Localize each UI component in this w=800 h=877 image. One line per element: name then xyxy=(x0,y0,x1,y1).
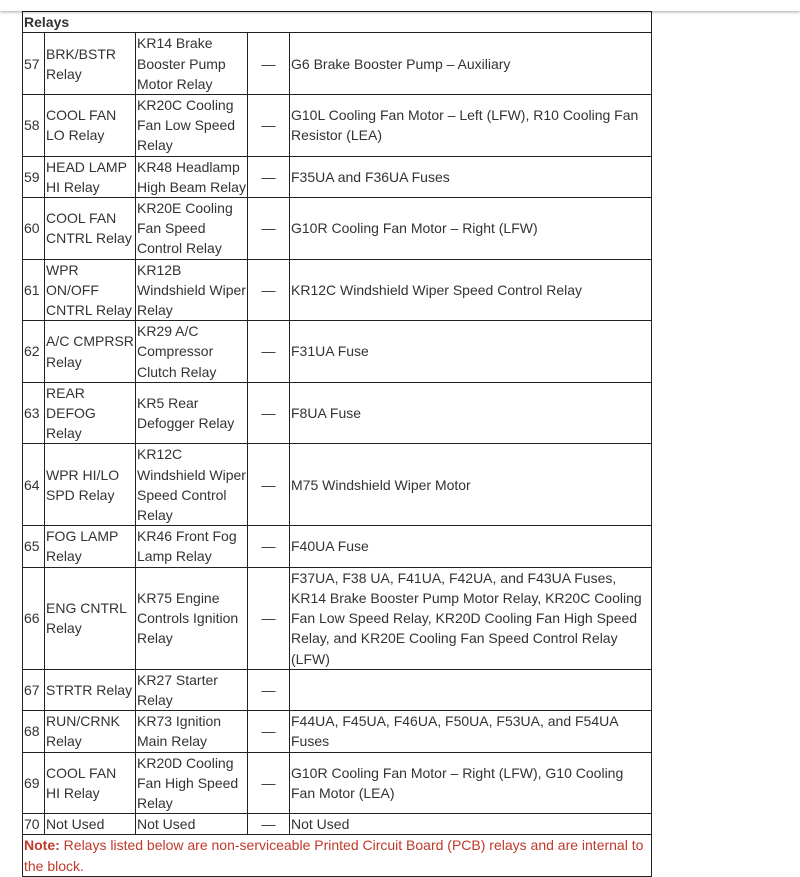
note-label: Note: xyxy=(24,837,60,854)
circuit-protected: M75 Windshield Wiper Motor xyxy=(290,444,652,526)
rating: — xyxy=(248,444,290,526)
note-row xyxy=(23,835,652,876)
fuse-label: RUN/CRNK Relay xyxy=(45,711,136,752)
circuit-protected: KR12C Windshield Wiper Speed Control Relay xyxy=(290,259,652,321)
row-number: 68 xyxy=(23,711,45,752)
fuse-label: STRTR Relay xyxy=(45,669,136,710)
table-row xyxy=(23,198,652,260)
rating: — xyxy=(248,156,290,197)
rating: — xyxy=(248,711,290,752)
table-row xyxy=(23,752,652,814)
note-text: Relays listed below are non-serviceable Printed Circuit Board (PCB) relays and are internal to the block. xyxy=(24,837,644,874)
table-row xyxy=(23,156,652,197)
circuit-protected xyxy=(290,669,652,710)
rating: — xyxy=(248,752,290,814)
fuse-label: A/C CMPRSR Relay xyxy=(45,321,136,383)
row-number: 58 xyxy=(23,95,45,157)
circuit-protected: Not Used xyxy=(290,814,652,835)
section-title: Relays xyxy=(23,12,652,33)
rating: — xyxy=(248,33,290,95)
relay-name: KR14 Brake Booster Pump Motor Relay xyxy=(136,33,248,95)
fuse-label: WPR ON/OFF CNTRL Relay xyxy=(45,259,136,321)
circuit-protected: G6 Brake Booster Pump – Auxiliary xyxy=(290,33,652,95)
rating: — xyxy=(248,198,290,260)
relay-name: KR12C Windshield Wiper Speed Control Relay xyxy=(136,444,248,526)
table-row xyxy=(23,321,652,383)
fuse-label: Not Used xyxy=(45,814,136,835)
relay-name: KR20C Cooling Fan Low Speed Relay xyxy=(136,95,248,157)
row-number: 59 xyxy=(23,156,45,197)
relay-name: KR46 Front Fog Lamp Relay xyxy=(136,526,248,567)
row-number: 65 xyxy=(23,526,45,567)
fuse-label: COOL FAN CNTRL Relay xyxy=(45,198,136,260)
table-row xyxy=(23,259,652,321)
relay-name: KR12B Windshield Wiper Relay xyxy=(136,259,248,321)
circuit-protected: F35UA and F36UA Fuses xyxy=(290,156,652,197)
relay-name: KR73 Ignition Main Relay xyxy=(136,711,248,752)
relay-name: KR5 Rear Defogger Relay xyxy=(136,382,248,444)
browser-top-bar xyxy=(0,0,800,11)
row-number: 69 xyxy=(23,752,45,814)
fuse-label: BRK/BSTR Relay xyxy=(45,33,136,95)
rating: — xyxy=(248,259,290,321)
row-number: 70 xyxy=(23,814,45,835)
relay-table xyxy=(22,0,652,877)
table-row xyxy=(23,526,652,567)
table-row xyxy=(23,33,652,95)
table-row xyxy=(23,444,652,526)
rating: — xyxy=(248,567,290,669)
circuit-protected: G10R Cooling Fan Motor – Right (LFW), G10 Cooling Fan Motor (LEA) xyxy=(290,752,652,814)
relay-name: KR27 Starter Relay xyxy=(136,669,248,710)
fuse-label: COOL FAN LO Relay xyxy=(45,95,136,157)
circuit-protected: F31UA Fuse xyxy=(290,321,652,383)
table-row xyxy=(23,669,652,710)
rating: — xyxy=(248,669,290,710)
relay-name: KR20D Cooling Fan High Speed Relay xyxy=(136,752,248,814)
circuit-protected: F37UA, F38 UA, F41UA, F42UA, and F43UA Fuses, KR14 Brake Booster Pump Motor Relay, KR20C Cooling Fan Low Speed Relay, KR20D Cooling Fan High Speed Relay, and KR20E Cooling Fan Speed Control Relay (LFW) xyxy=(290,567,652,669)
fuse-label: REAR DEFOG Relay xyxy=(45,382,136,444)
rating: — xyxy=(248,95,290,157)
fuse-label: WPR HI/LO SPD Relay xyxy=(45,444,136,526)
row-number: 63 xyxy=(23,382,45,444)
table-row xyxy=(23,95,652,157)
rating: — xyxy=(248,382,290,444)
circuit-protected: F40UA Fuse xyxy=(290,526,652,567)
row-number: 62 xyxy=(23,321,45,383)
section-header-row xyxy=(23,12,652,33)
relay-name: KR29 A/C Compressor Clutch Relay xyxy=(136,321,248,383)
table-row xyxy=(23,382,652,444)
circuit-protected: G10L Cooling Fan Motor – Left (LFW), R10 Cooling Fan Resistor (LEA) xyxy=(290,95,652,157)
relay-name: KR75 Engine Controls Ignition Relay xyxy=(136,567,248,669)
fuse-label: FOG LAMP Relay xyxy=(45,526,136,567)
row-number: 61 xyxy=(23,259,45,321)
fuse-label: COOL FAN HI Relay xyxy=(45,752,136,814)
rating: — xyxy=(248,526,290,567)
fuse-label: HEAD LAMP HI Relay xyxy=(45,156,136,197)
row-number: 60 xyxy=(23,198,45,260)
row-number: 57 xyxy=(23,33,45,95)
circuit-protected: F8UA Fuse xyxy=(290,382,652,444)
circuit-protected: G10R Cooling Fan Motor – Right (LFW) xyxy=(290,198,652,260)
row-number: 66 xyxy=(23,567,45,669)
fuse-label: ENG CNTRL Relay xyxy=(45,567,136,669)
note-cell xyxy=(23,835,652,876)
table-row xyxy=(23,814,652,835)
row-number: 67 xyxy=(23,669,45,710)
rating: — xyxy=(248,814,290,835)
relay-name: KR48 Headlamp High Beam Relay xyxy=(136,156,248,197)
relay-name: Not Used xyxy=(136,814,248,835)
fuse-relay-table-container xyxy=(22,0,652,877)
row-number: 64 xyxy=(23,444,45,526)
relay-name: KR20E Cooling Fan Speed Control Relay xyxy=(136,198,248,260)
rating: — xyxy=(248,321,290,383)
circuit-protected: F44UA, F45UA, F46UA, F50UA, F53UA, and F54UA Fuses xyxy=(290,711,652,752)
table-row xyxy=(23,567,652,669)
table-row xyxy=(23,711,652,752)
